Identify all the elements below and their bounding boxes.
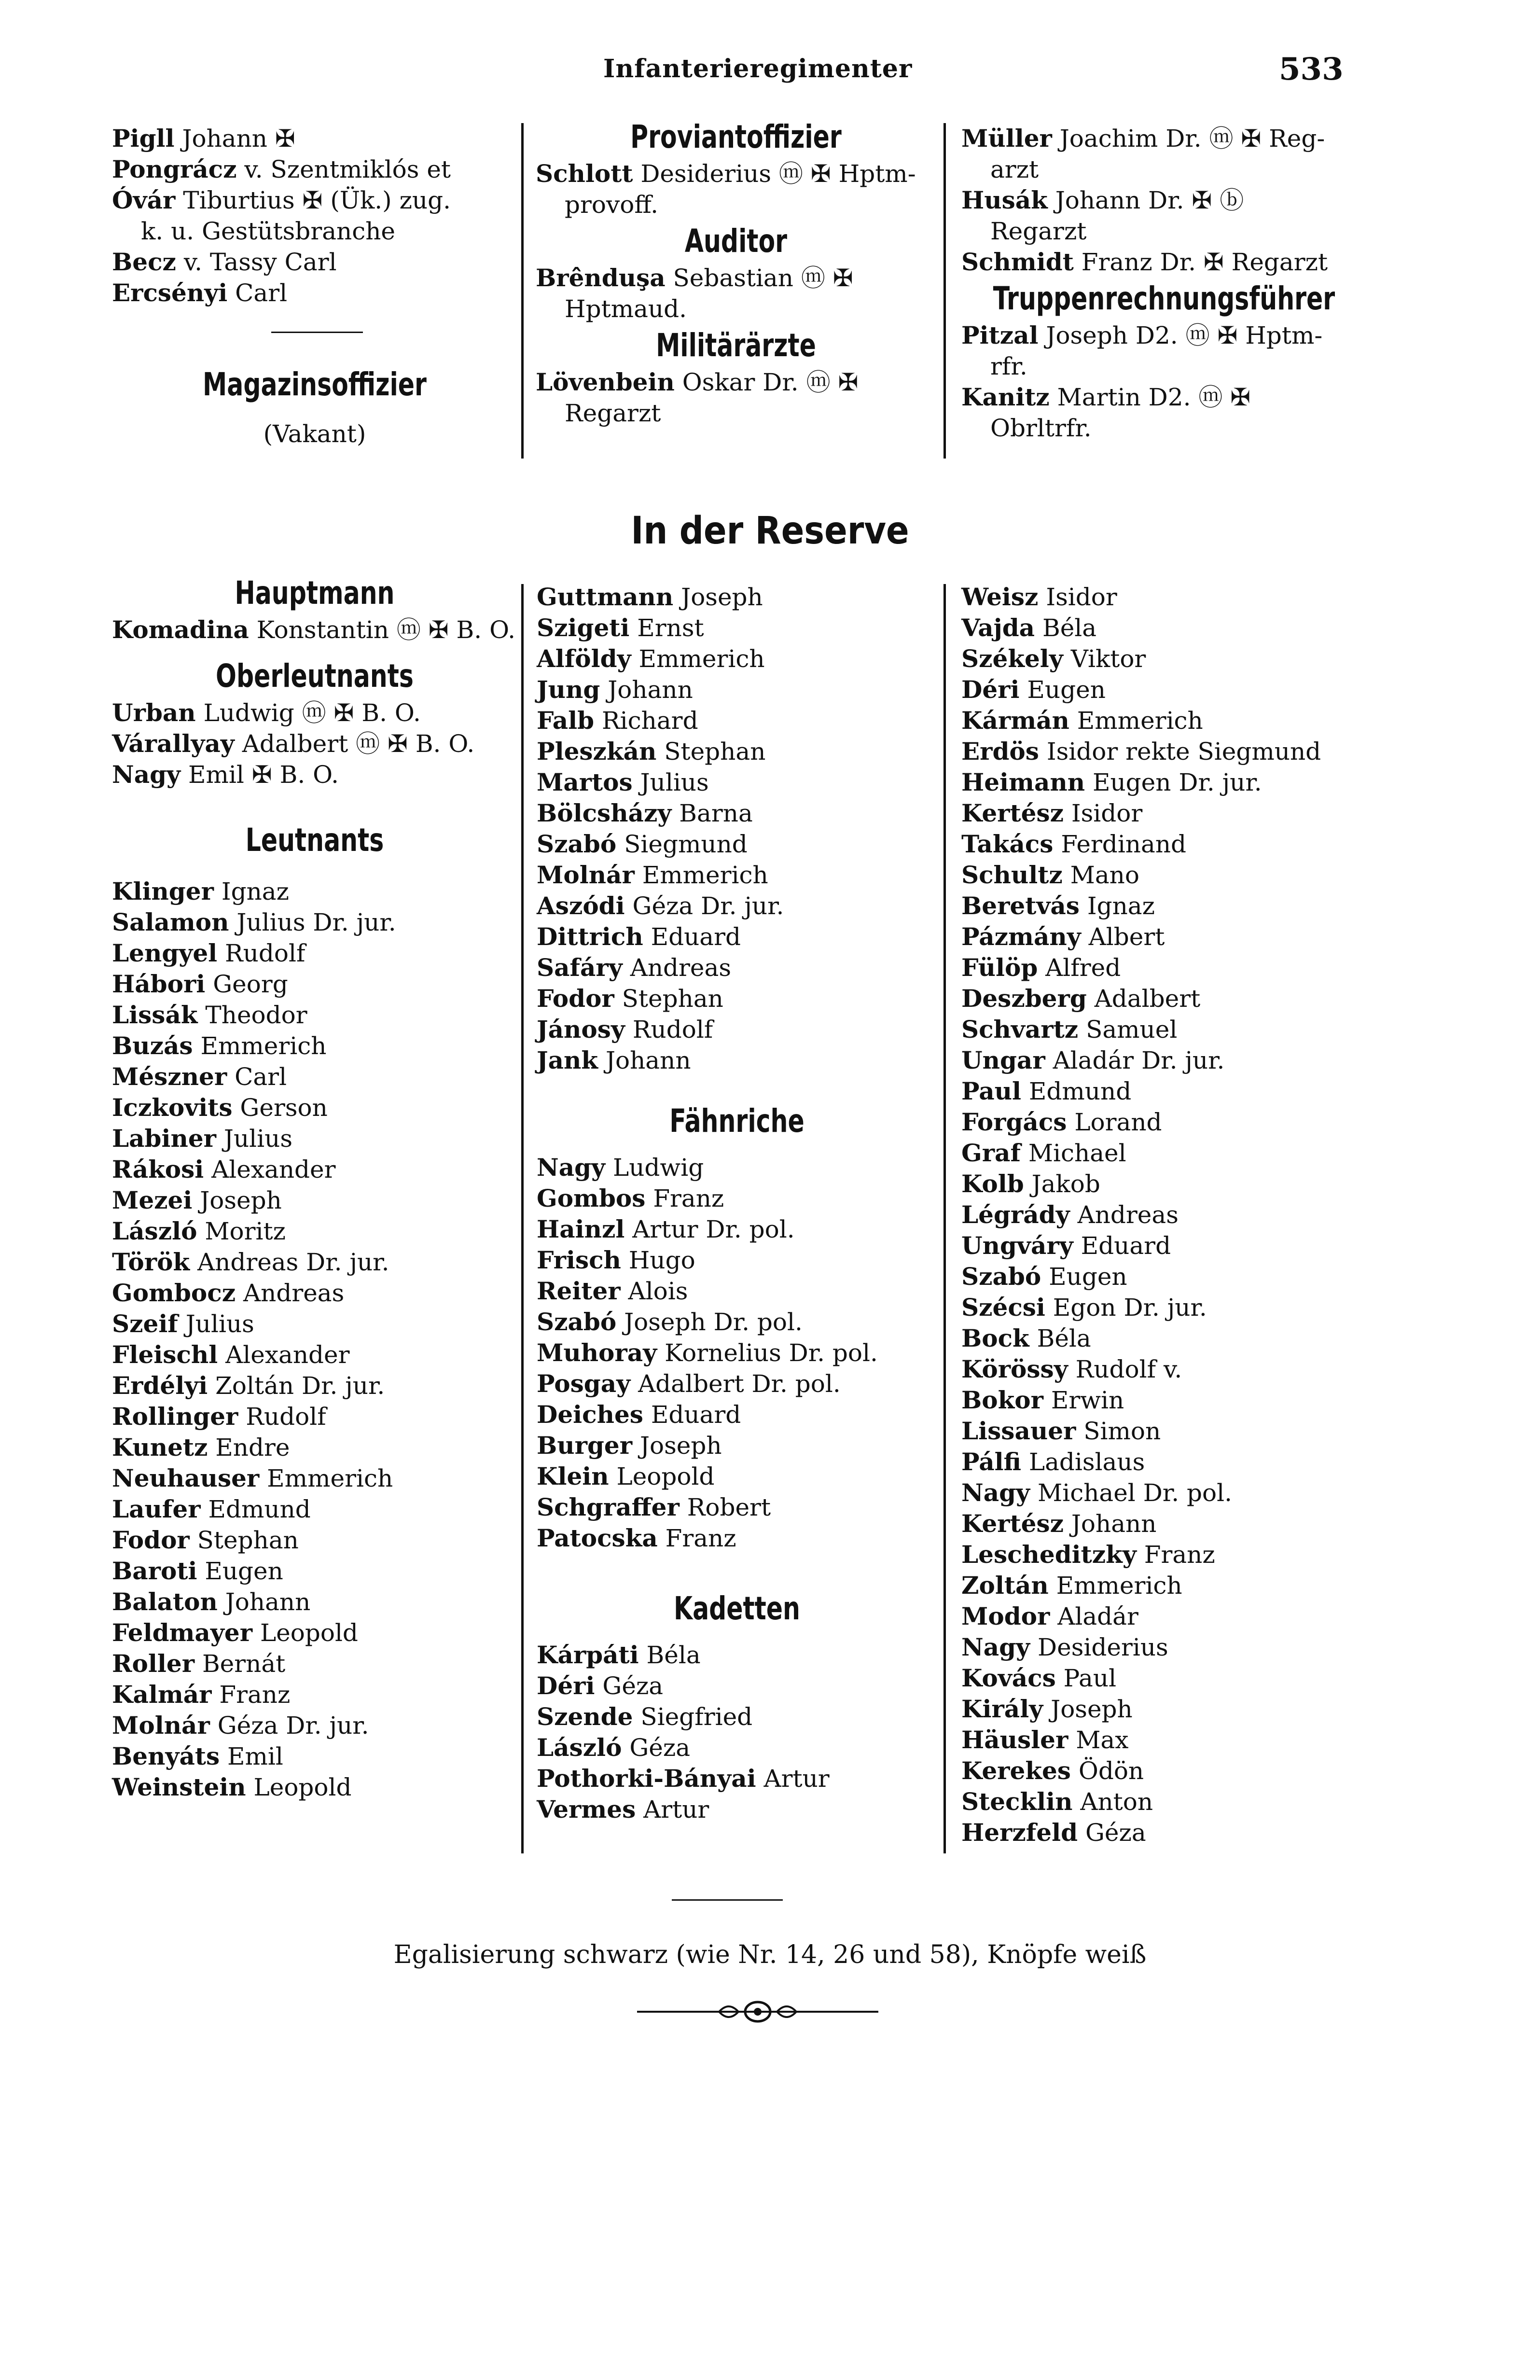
kadetten-lines [537,1640,937,1825]
name-entry: Fülöp Alfred [961,953,1121,982]
name-entry: Pleszkán Stephan [537,737,766,765]
name-entry: Gombocz Andreas [112,1279,345,1307]
leutnants-lines [112,876,517,1803]
entry-line: arzt [990,155,1039,183]
name-entry: Kerekes Ödön [961,1756,1144,1785]
entry-line: Becz v. Tassy Carl [112,248,337,276]
name-entry: Kertész Isidor [961,799,1143,827]
column-rule [521,584,524,1853]
name-entry: Szabó Siegmund [537,830,748,858]
name-entry: Forgács Lorand [961,1108,1162,1136]
name-entry: Kunetz Endre [112,1433,290,1461]
name-entry: Szabó Joseph Dr. pol. [537,1308,803,1336]
name-entry: Baroti Eugen [112,1557,283,1585]
reserve-right-column [961,582,1367,1848]
hauptmann-lines [112,614,517,645]
name-entry: Graf Michael [961,1139,1126,1167]
leutnants-heading: Leutnants [245,821,384,859]
name-entry: Nagy Emil ✠ B. O. [112,760,339,789]
name-entry: Schvartz Samuel [961,1015,1178,1044]
name-entry: Török Andreas Dr. jur. [112,1248,389,1276]
column-rule [521,123,524,459]
entry-line: Pigll Johann ✠ [112,124,295,153]
entry-line: Hptmaud. [565,295,687,323]
name-entry: Jánosy Rudolf [537,1015,713,1044]
proviant-lines [536,158,936,220]
top-middle-column [536,116,936,429]
entry-line: Schlott Desiderius ⓜ ✠ Hptm- [536,159,916,188]
faehnriche-lines [537,1152,937,1554]
name-entry: Déri Géza [537,1671,664,1700]
name-entry: Labiner Julius [112,1124,292,1153]
entry-line: Husák Johann Dr. ✠ ⓑ [961,186,1244,214]
auditor-lines [536,263,936,324]
name-entry: Herzfeld Géza [961,1818,1146,1847]
entry-line: Óvár Tiburtius ✠ (Ük.) zug. [112,186,451,214]
column-rule [943,123,946,459]
name-entry: Rákosi Alexander [112,1155,336,1183]
name-entry: Várallyay Adalbert ⓜ ✠ B. O. [112,729,475,758]
name-entry: Hainzl Artur Dr. pol. [537,1215,795,1243]
top-left-lines [112,123,517,308]
name-entry: Häusler Max [961,1726,1129,1754]
reserve-middle-lines [537,582,937,1076]
aerzte-lines [536,367,936,429]
name-entry: László Moritz [112,1217,286,1245]
hauptmann-heading: Hauptmann [235,574,395,612]
name-entry: Körössy Rudolf v. [961,1355,1182,1383]
name-entry: Kármán Emmerich [961,706,1203,735]
name-entry: Weinstein Leopold [112,1773,352,1801]
name-entry: Zoltán Emmerich [961,1571,1182,1600]
name-entry: Komadina Konstantin ⓜ ✠ B. O. [112,615,516,644]
name-entry: Szabó Eugen [961,1262,1127,1291]
name-entry: Szeif Julius [112,1309,254,1338]
name-entry: Fleischl Alexander [112,1340,350,1369]
entry-line: Pongrácz v. Szentmiklós et [112,155,451,183]
entry-line: Regarzt [990,217,1087,245]
name-entry: Fodor Stephan [112,1526,299,1554]
name-entry: Burger Joseph [537,1431,722,1460]
name-entry: Kertész Johann [961,1509,1157,1538]
name-entry: Erdös Isidor rekte Siegmund [961,737,1321,765]
oberleutnants-heading: Oberleutnants [216,657,414,695]
footer-divider [672,1899,783,1901]
entry-line: Obrltrfr. [990,414,1092,442]
name-entry: Buzás Emmerich [112,1031,327,1060]
oberleutnants-lines [112,697,517,790]
name-entry: Modor Aladár [961,1602,1138,1630]
name-entry: Feldmayer Leopold [112,1618,358,1647]
name-entry: Pálfi Ladislaus [961,1447,1145,1476]
name-entry: Lengyel Rudolf [112,939,305,967]
name-entry: Nagy Desiderius [961,1633,1168,1661]
name-entry: Mészner Carl [112,1062,287,1091]
name-entry: Reiter Alois [537,1277,688,1305]
name-entry: Szende Siegfried [537,1702,753,1731]
name-entry: Jank Johann [537,1046,691,1074]
name-entry: Weisz Isidor [961,583,1117,611]
name-entry: Deszberg Adalbert [961,984,1201,1013]
name-entry: Szécsi Egon Dr. jur. [961,1293,1207,1322]
footer-note: Egalisierung schwarz (wie Nr. 14, 26 und 58), Knöpfe weiß [393,1940,1147,1969]
name-entry: Vermes Artur [537,1795,709,1823]
name-entry: Kovács Paul [961,1664,1117,1692]
name-entry: Bock Béla [961,1324,1091,1352]
truppen-heading: Truppenrechnungsführer [993,280,1335,317]
name-entry: Muhoray Kornelius Dr. pol. [537,1338,878,1367]
top-right-lines [961,123,1367,278]
name-entry: László Géza [537,1733,691,1762]
name-entry: Klein Leopold [537,1462,715,1490]
name-entry: Nagy Michael Dr. pol. [961,1478,1232,1507]
name-entry: Székely Viktor [961,644,1146,673]
auditor-heading: Auditor [684,223,788,260]
name-entry: Deiches Eduard [537,1400,741,1429]
name-entry: Ungar Aladár Dr. jur. [961,1046,1225,1074]
name-entry: Ungváry Eduard [961,1231,1171,1260]
name-entry: Schgraffer Robert [537,1493,771,1521]
reserve-middle-column [537,582,937,1825]
entry-line: k. u. Gestütsbranche [141,217,396,245]
name-entry: Kárpáti Béla [537,1641,701,1669]
reserve-right-lines [961,582,1367,1848]
name-entry: Posgay Adalbert Dr. pol. [537,1369,841,1398]
entry-line: Müller Joachim Dr. ⓜ ✠ Reg- [961,124,1325,153]
name-entry: Molnár Géza Dr. jur. [112,1711,369,1740]
ornament-icon [637,1997,878,2026]
name-entry: Kolb Jakob [961,1169,1100,1198]
divider [271,332,363,333]
name-entry: Paul Edmund [961,1077,1132,1105]
truppen-lines [961,320,1367,444]
proviant-heading: Proviantoffizier [630,118,842,155]
name-entry: Király Joseph [961,1695,1133,1723]
name-entry: Vajda Béla [961,613,1097,642]
top-right-column [961,123,1367,444]
name-entry: Pothorki-Bányai Artur [537,1764,830,1793]
name-entry: Benyáts Emil [112,1742,283,1770]
page-number: 533 [1279,51,1344,87]
column-rule [943,584,946,1853]
entry-line: Brênduşa Sebastian ⓜ ✠ [536,264,853,292]
name-entry: Takács Ferdinand [961,830,1187,858]
name-entry: Lissák Theodor [112,1001,307,1029]
kadetten-heading: Kadetten [674,1590,800,1627]
name-entry: Dittrich Eduard [537,922,741,951]
name-entry: Martos Julius [537,768,709,796]
name-entry: Falb Richard [537,706,698,735]
name-entry: Bölcsházy Barna [537,799,753,827]
running-title: Infanterieregimenter [603,54,913,84]
name-entry: Neuhauser Emmerich [112,1464,393,1492]
name-entry: Nagy Ludwig [537,1153,704,1182]
reserve-left-column [112,572,517,1803]
name-entry: Fodor Stephan [537,984,723,1013]
faehnriche-heading: Fähnriche [669,1102,805,1140]
name-entry: Pázmány Albert [961,922,1165,951]
name-entry: Mezei Joseph [112,1186,282,1214]
entry-line: Kanitz Martin D2. ⓜ ✠ [961,383,1251,411]
name-entry: Safáry Andreas [537,953,731,982]
name-entry: Rollinger Rudolf [112,1402,326,1431]
name-entry: Urban Ludwig ⓜ ✠ B. O. [112,698,421,727]
top-left-column [112,123,517,448]
reserve-heading: In der Reserve [631,509,909,553]
name-entry: Roller Bernát [112,1649,286,1678]
name-entry: Hábori Georg [112,970,288,998]
name-entry: Schultz Mano [961,861,1139,889]
name-entry: Molnár Emmerich [537,861,768,889]
magazin-text: (Vakant) [263,420,366,448]
name-entry: Alföldy Emmerich [537,644,765,673]
name-entry: Beretvás Ignaz [961,891,1155,920]
name-entry: Iczkovits Gerson [112,1093,328,1122]
name-entry: Lissauer Simon [961,1417,1161,1445]
name-entry: Kalmár Franz [112,1680,291,1709]
name-entry: Bokor Erwin [961,1386,1124,1414]
name-entry: Salamon Julius Dr. jur. [112,908,396,936]
name-entry: Légrády Andreas [961,1200,1179,1229]
name-entry: Lescheditzky Franz [961,1540,1215,1569]
entry-line: Ercsényi Carl [112,278,288,307]
entry-line: Lövenbein Oskar Dr. ⓜ ✠ [536,368,859,396]
entry-line: provoff. [565,191,658,219]
name-entry: Frisch Hugo [537,1246,695,1274]
name-entry: Balaton Johann [112,1587,311,1616]
aerzte-heading: Militärärzte [656,327,816,364]
name-entry: Heimann Eugen Dr. jur. [961,768,1262,796]
name-entry: Patocska Franz [537,1524,736,1552]
name-entry: Déri Eugen [961,675,1106,704]
name-entry: Erdélyi Zoltán Dr. jur. [112,1371,385,1400]
name-entry: Gombos Franz [537,1184,724,1212]
name-entry: Guttmann Joseph [537,583,763,611]
name-entry: Aszódi Géza Dr. jur. [537,891,784,920]
magazin-heading: Magazinsoffizier [203,366,427,403]
entry-line: rfr. [990,352,1027,380]
name-entry: Laufer Edmund [112,1495,311,1523]
entry-line: Regarzt [565,399,661,427]
name-entry: Klinger Ignaz [112,877,289,905]
entry-line: Schmidt Franz Dr. ✠ Regarzt [961,248,1328,276]
name-entry: Jung Johann [537,675,693,704]
name-entry: Szigeti Ernst [537,613,704,642]
entry-line: Pitzal Joseph D2. ⓜ ✠ Hptm- [961,321,1323,349]
name-entry: Stecklin Anton [961,1787,1153,1816]
